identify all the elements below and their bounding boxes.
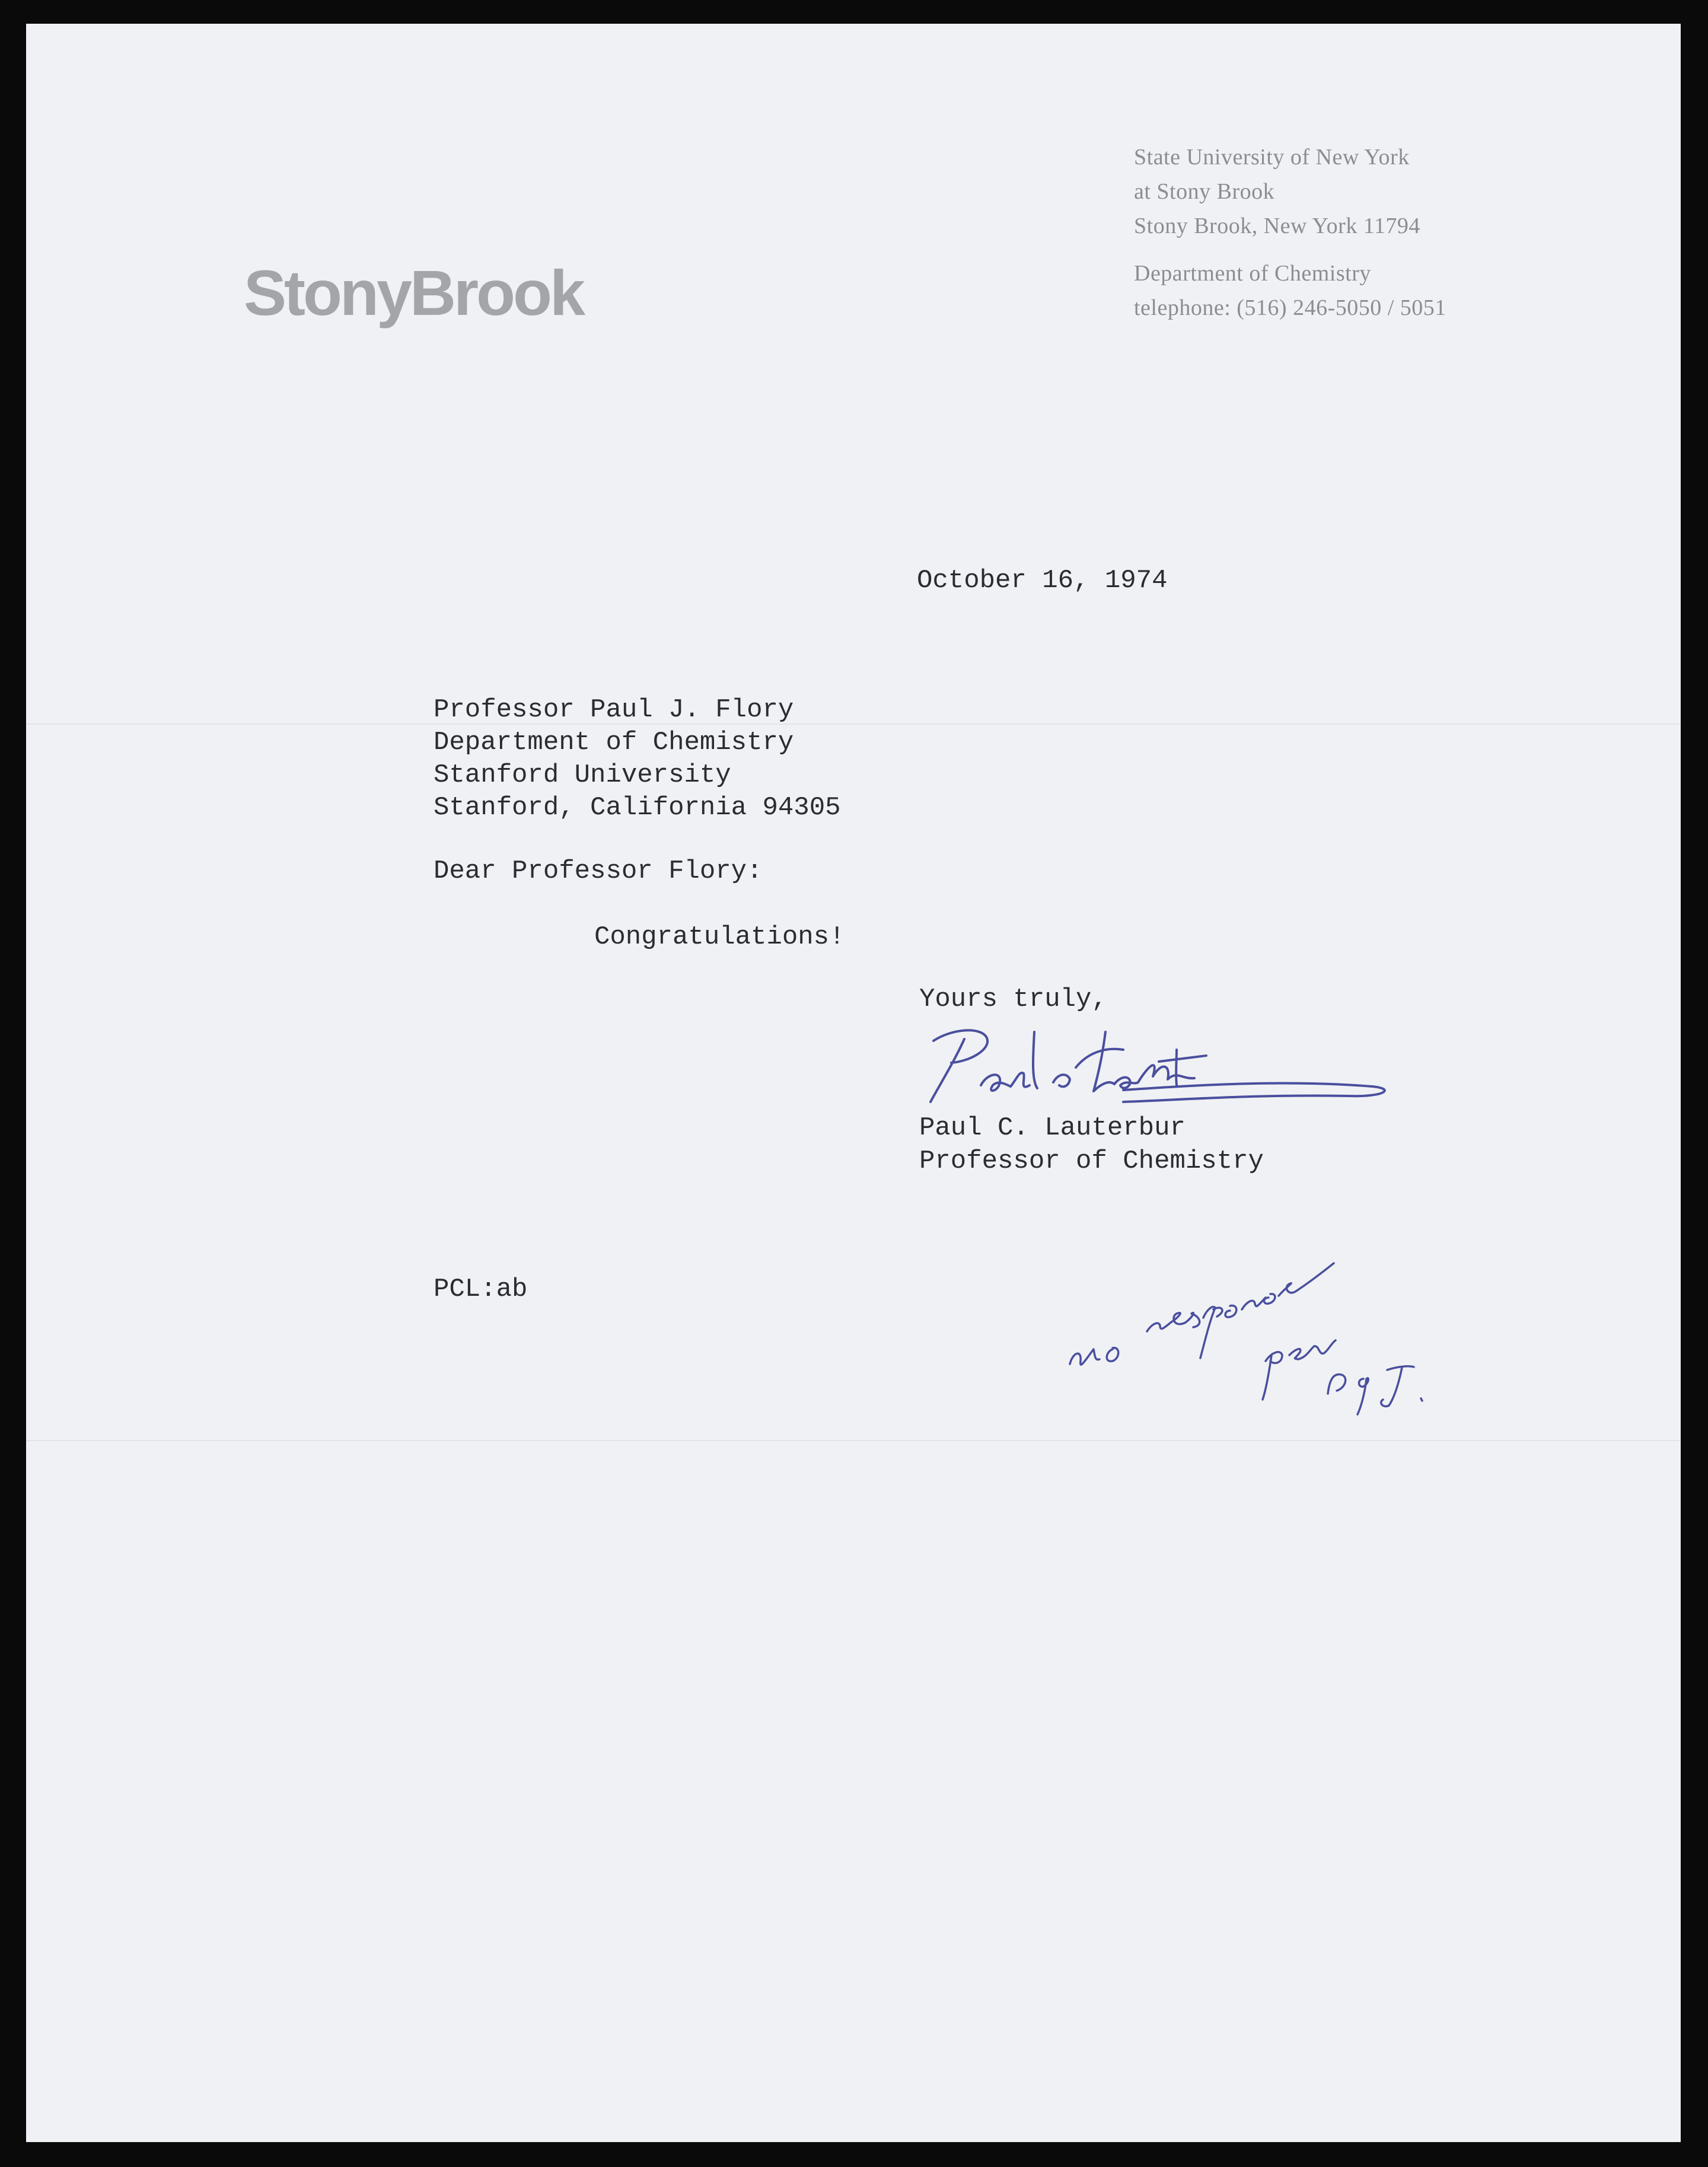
recipient-line: Professor Paul J. Flory bbox=[434, 695, 794, 725]
letterhead-line: State University of New York bbox=[1134, 145, 1410, 170]
letterhead-telephone: telephone: (516) 246-5050 / 5051 bbox=[1134, 295, 1446, 320]
handwritten-signature bbox=[898, 996, 1467, 1121]
signer-title: Professor of Chemistry bbox=[919, 1146, 1264, 1176]
signer-name: Paul C. Lauterbur bbox=[919, 1113, 1186, 1143]
stony-brook-logo: StonyBrook bbox=[244, 257, 584, 329]
fold-line-lower bbox=[26, 1440, 1681, 1441]
recipient-line: Stanford, California 94305 bbox=[434, 793, 841, 823]
closing: Yours truly, bbox=[919, 984, 1107, 1014]
signature-block bbox=[919, 1111, 1264, 1178]
letter-body: Congratulations! bbox=[594, 922, 845, 952]
letterhead-address-block bbox=[1134, 140, 1446, 325]
recipient-line: Stanford University bbox=[434, 760, 731, 790]
reference-initials: PCL:ab bbox=[434, 1274, 528, 1304]
letter-page bbox=[26, 24, 1681, 2142]
letterhead-department: Department of Chemistry bbox=[1134, 261, 1371, 286]
letterhead-line: at Stony Brook bbox=[1134, 179, 1275, 204]
handwritten-annotation bbox=[1058, 1228, 1473, 1423]
recipient-line: Department of Chemistry bbox=[434, 728, 794, 757]
recipient-address-block bbox=[434, 694, 841, 824]
letter-date: October 16, 1974 bbox=[917, 566, 1168, 595]
letterhead-line: Stony Brook, New York 11794 bbox=[1134, 213, 1420, 238]
fold-line-upper bbox=[26, 724, 1681, 725]
salutation: Dear Professor Flory: bbox=[434, 856, 763, 886]
